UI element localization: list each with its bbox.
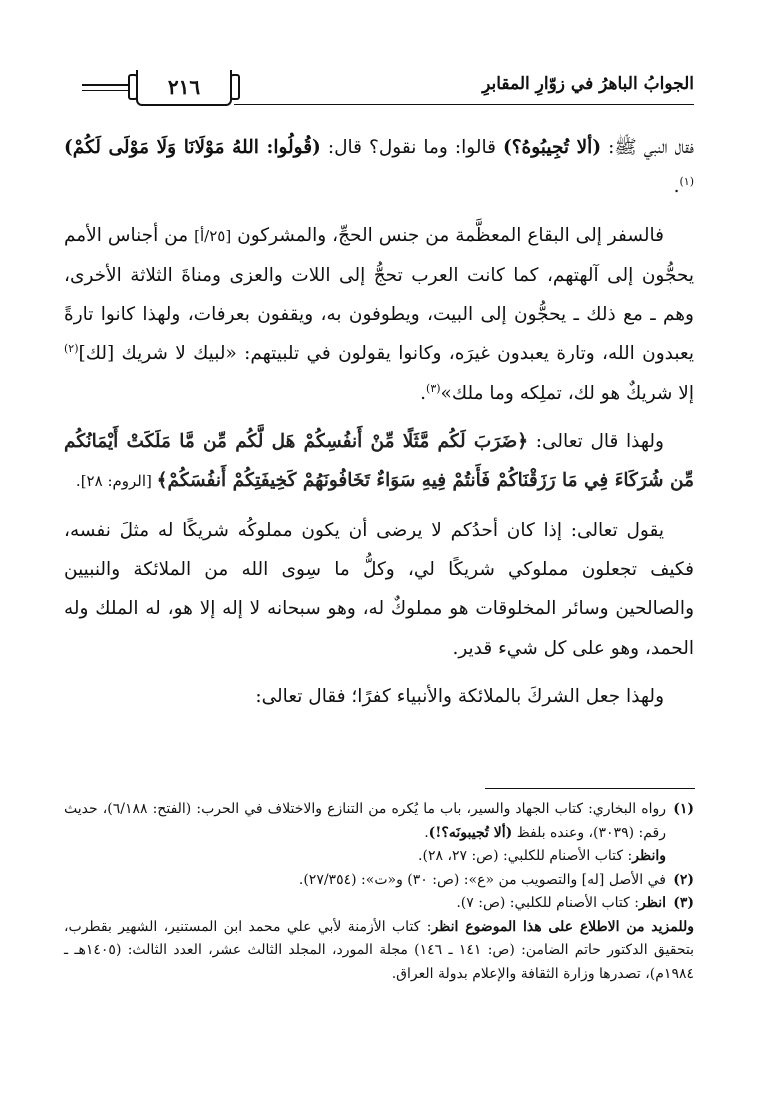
footnote-number: (٣) bbox=[673, 895, 694, 911]
text-run: وللمزيد من الاطلاع على هذا الموضوع انظر bbox=[431, 918, 695, 935]
footnotes bbox=[64, 798, 694, 986]
text-run: رواه البخاري: كتاب الجهاد والسير، باب ما يُكره من التنازع والاختلاف في الحرب: (الفتح: ٦/١٨٨)، حديث رقم: (٣٠٣٩)، وعنده بلفظ bbox=[64, 801, 667, 841]
footnote-ref-2[interactable]: (٢) bbox=[64, 342, 79, 356]
footnote-number: (٢) bbox=[673, 871, 694, 888]
footnote-3 bbox=[64, 892, 694, 916]
footnote-ref-3[interactable]: (٣) bbox=[426, 381, 441, 395]
paragraph-2 bbox=[64, 216, 694, 413]
manuscript-ref: [٢٥/أ] bbox=[194, 226, 232, 245]
text-run: فقال النبي ﷺ: bbox=[601, 137, 694, 158]
paragraph-5: ولهذا جعل الشركَ بالملائكة والأنبياء كفرًا؛ فقال تعالى: bbox=[255, 685, 664, 707]
text-run: (ألا تُجيبونَه؟!) bbox=[428, 824, 513, 841]
footnote-separator bbox=[485, 788, 695, 789]
text-run: : كتاب الأصنام للكلبي: (ص: ٧). bbox=[456, 895, 639, 911]
text-run: . bbox=[673, 176, 680, 198]
verse-reference: [الروم: ٢٨]. bbox=[75, 472, 157, 491]
footnote-2 bbox=[64, 869, 694, 893]
hadith-quote: (ألا تُجِيبُوهُ؟) bbox=[502, 137, 602, 158]
paragraph-3 bbox=[64, 422, 694, 502]
text-run: ولهذا قال تعالى: bbox=[528, 431, 664, 453]
paragraph-4: يقول تعالى: إذا كان أحدُكم لا يرضى أن يكون مملوكُه شريكًا له مثلَ نفسه، فكيف تجعلون مملوكي شريكًا لي، وكلُّ ما سِوى الله من الملائكة والنبيين والصالحين وسائر المخلوقات هو مملوكٌ له، وهو سبحانه لا إله إلا هو، له الملك وله الحمد، وهو على كل شيء قدير. bbox=[64, 519, 694, 659]
footnote-text bbox=[64, 892, 666, 916]
header-title: الجوابُ الباهرُ في زوّارِ المقابرِ bbox=[482, 74, 694, 94]
header-ornament-rule bbox=[82, 84, 130, 86]
footnote-text: في الأصل [له] والتصويب من «ع»: (ص: ٣٠) و«ت»: (٢٧/٣٥٤). bbox=[298, 871, 666, 888]
text-run: : كتاب الأزمنة لأبي علي محمد ابن المستنير، الشهير بقطرب، بتحقيق الدكتور حاتم الضامن: (ص: ١٤١ ـ ١٤٦) مجلة المورد، المجلد الثالث عشر، العدد الثالث: (١٤٠٥هـ ـ ١٩٨٤م)، تصدرها وزارة الثقافة والإعلام بدولة العراق. bbox=[64, 918, 694, 982]
main-text bbox=[64, 128, 694, 716]
header-divider bbox=[234, 104, 694, 105]
header-ornament-rule bbox=[82, 90, 130, 91]
quran-verse: ﴿ضَرَبَ لَكُم مَّثَلًا مِّنْ أَنفُسِكُمْ هَل لَّكُم مِّن مَّا مَلَكَتْ أَيْمَانُكُم مِّن شُرَكَاءَ فِي مَا رَزَقْنَاكُمْ فَأَنتُمْ فِيهِ سَوَاءٌ تَخَافُونَهُمْ كَخِيفَتِكُمْ أَنفُسَكُمْ﴾ bbox=[64, 431, 694, 492]
running-header bbox=[64, 70, 694, 114]
text-run: وانظر bbox=[632, 848, 666, 864]
text-run: قالوا: وما نقول؟ قال: bbox=[320, 137, 503, 158]
footnote-1 bbox=[64, 798, 694, 869]
footnote-ref-1[interactable]: (١) bbox=[679, 175, 694, 189]
footnote-text bbox=[64, 798, 666, 869]
text-run: فالسفر إلى البقاع المعظَّمة من جنس الحجِّ، والمشركون bbox=[231, 224, 664, 246]
paragraph-1 bbox=[64, 128, 694, 207]
text-run: . bbox=[420, 382, 427, 404]
text-run: : كتاب الأصنام للكلبي: (ص: ٢٧، ٢٨). bbox=[418, 848, 633, 864]
text-run: . bbox=[424, 824, 429, 841]
page-number: ٢١٦ bbox=[136, 70, 232, 106]
footnote-3-continued bbox=[64, 916, 694, 987]
text-run: من أجناس الأمم يحجُّون إلى آلهتهم، كما كانت العرب تحجُّ إلى اللات والعزى ومناةَ الثلاثة الأخرى، وهم ـ مع ذلك ـ يحجُّون إلى البيت، ويطوفون به، ويقفون بعرفات، ولهذا كانوا تارةً يعبدون الله، وتارة يعبدون غيرَه، وكانوا يقولون في تلبيتهم: «لبيك لا شريك [لك] bbox=[64, 224, 694, 365]
text-run: إلا شريكٌ هو لك، تملِكه وما ملك» bbox=[440, 382, 694, 404]
footnote-number: (١) bbox=[673, 801, 694, 817]
hadith-quote: (قُولُوا: اللهُ مَوْلَانَا وَلَا مَوْلَى لَكُمْ) bbox=[64, 137, 321, 158]
text-run: انظر bbox=[639, 895, 666, 911]
